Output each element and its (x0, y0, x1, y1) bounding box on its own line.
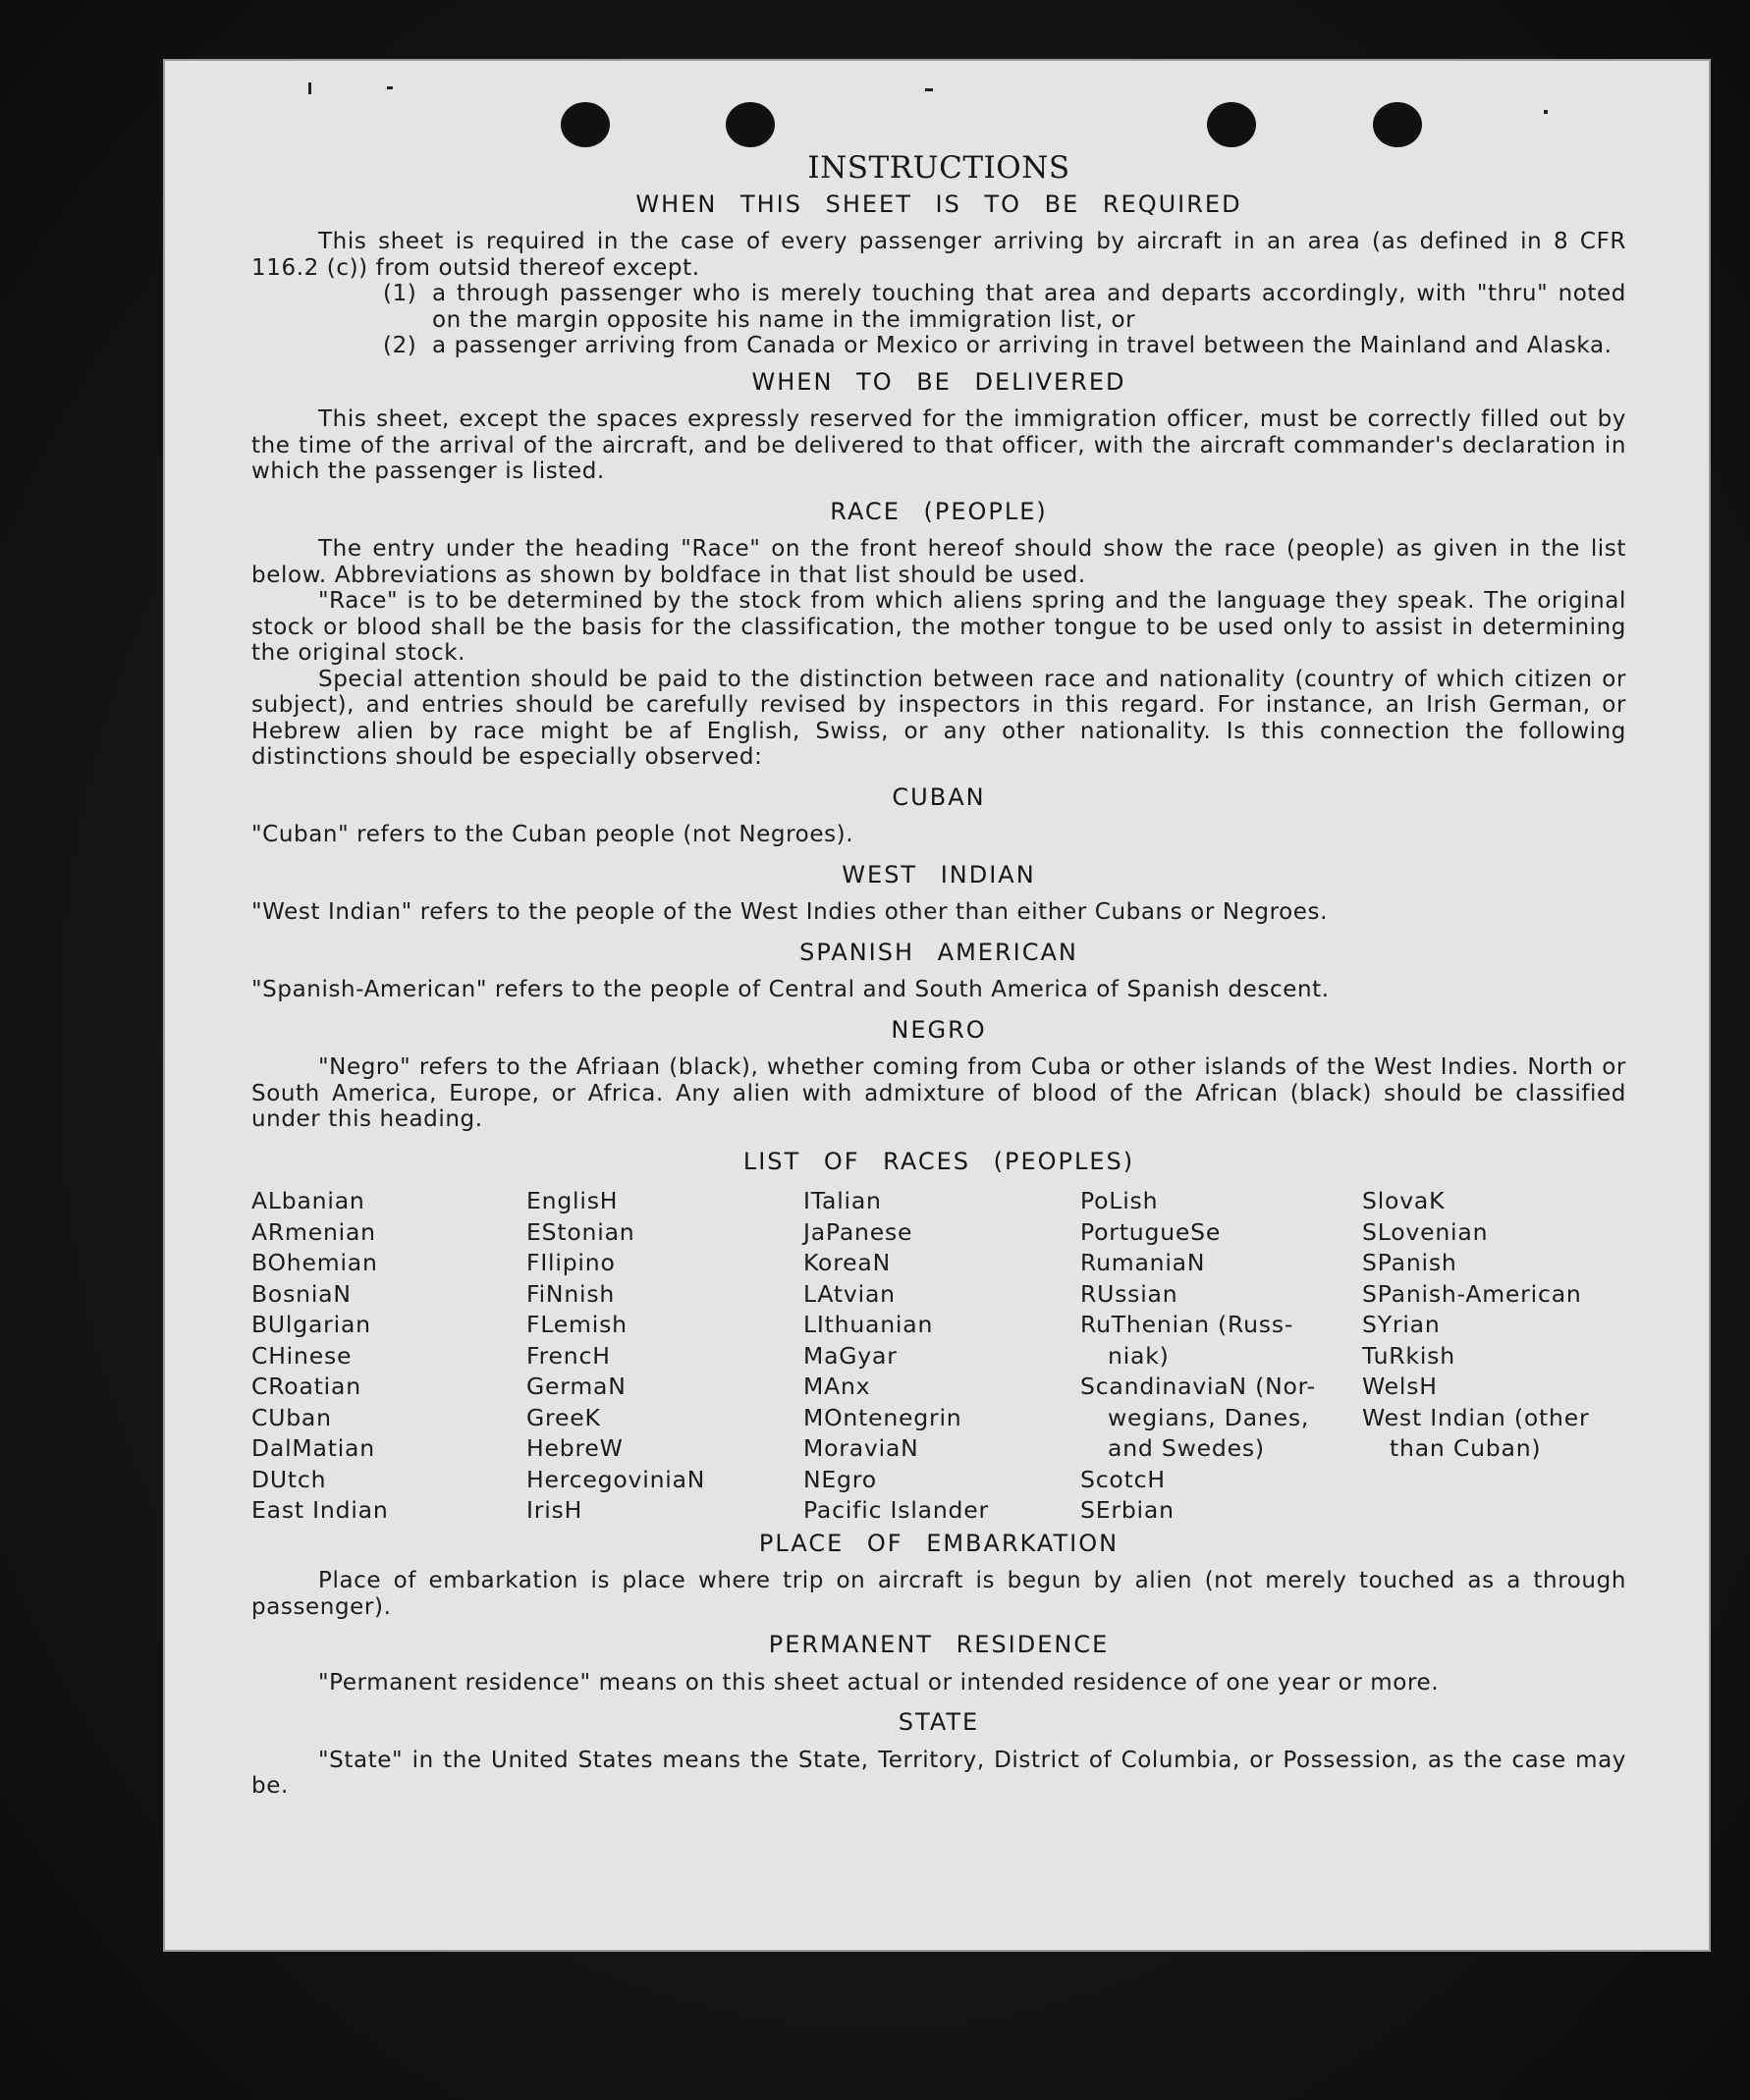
page-title: INSTRUCTIONS (807, 150, 1070, 186)
race-entry: SYrian (1362, 1311, 1441, 1338)
race-entry: MOntenegrin (803, 1403, 962, 1431)
race-entry-continuation: than Cuban) (1390, 1434, 1542, 1462)
race-entry: CHinese (251, 1341, 353, 1370)
race-entry: EStonian (526, 1217, 635, 1246)
race-entry: PortugueSe (1080, 1217, 1222, 1246)
race-entry: MoraviaN (803, 1434, 919, 1462)
race-entry: GreeK (526, 1403, 601, 1431)
cuban-text: "Cuban" refers to the Cuban people (not Negroes). (251, 822, 854, 847)
race-entry: RUssian (1080, 1279, 1178, 1308)
punch-hole (1207, 102, 1256, 147)
race-entry: East Indian (251, 1496, 389, 1524)
races-column-3 (803, 1186, 1080, 1527)
race-entry: West Indian (other (1362, 1403, 1590, 1431)
item-text: a passenger arriving from Canada or Mexico or arriving in travel between the Mainland and Alaska. (432, 333, 1613, 358)
punch-hole (726, 102, 775, 147)
heading-place-of-embarkation: PLACE OF EMBARKATION (758, 1529, 1120, 1557)
race-entry: FrencH (526, 1341, 611, 1370)
exception-list (383, 281, 1626, 359)
ink-mark (308, 82, 311, 94)
race-entry: DUtch (251, 1465, 327, 1493)
races-column-2 (526, 1186, 803, 1527)
race-paragraph-1: The entry under the heading "Race" on the front hereof should show the race (people) as given in the list below. Abbreviations as shown by boldface in that list should be used. (251, 536, 1626, 588)
races-column-5 (1362, 1186, 1626, 1527)
race-entry: ScandinaviaN (Nor- (1080, 1373, 1316, 1400)
negro-text: "Negro" refers to the Afriaan (black), whether coming from Cuba or other islands of the West Indies. North or South America, Europe, or Africa. Any alien with admixture of blood of the African (black) should be classified under this heading. (251, 1054, 1626, 1132)
race-entry: BUlgarian (251, 1311, 371, 1338)
race-entry: ITalian (803, 1187, 882, 1214)
race-entry: MaGyar (803, 1341, 898, 1370)
embarkation-text: Place of embarkation is place where trip on aircraft is begun by alien (not merely touched as a through passenger). (251, 1568, 1626, 1620)
heading-spanish-american: SPANISH AMERICAN (799, 938, 1078, 966)
race-entry-continuation: and Swedes) (1108, 1434, 1265, 1462)
race-entry: PoLish (1080, 1187, 1159, 1214)
exception-item (383, 281, 1626, 333)
race-entry: FiNnish (526, 1279, 616, 1308)
race-entry: CUban (251, 1403, 332, 1431)
race-entry-continuation: wegians, Danes, (1108, 1403, 1310, 1431)
race-entry: JaPanese (803, 1217, 913, 1246)
race-entry: NEgro (803, 1465, 877, 1493)
ink-mark (925, 88, 933, 91)
race-entry: IrisH (526, 1496, 583, 1524)
ink-mark (1544, 110, 1548, 114)
item-number: (2) (383, 333, 417, 358)
race-entry: SlovaK (1362, 1187, 1446, 1214)
when-delivered-text: This sheet, except the spaces expressly reserved for the immigration officer, must be correctly filled out by the time of the arrival of the aircraft, and be delivered to that officer, with the aircraft commander's declaration in which the passenger is listed. (251, 406, 1626, 484)
instructions-text (251, 150, 1626, 1800)
exception-item (383, 333, 1626, 359)
race-entry: RumaniaN (1080, 1249, 1206, 1276)
race-entry: BOhemian (251, 1249, 378, 1276)
residence-text: "Permanent residence" means on this sheet actual or intended residence of one year or more. (318, 1669, 1440, 1696)
punch-hole (561, 102, 610, 147)
race-entry: MAnx (803, 1373, 871, 1400)
races-column-1 (251, 1186, 526, 1527)
race-entry: FIlipino (526, 1249, 616, 1276)
race-entry: CRoatian (251, 1373, 361, 1400)
race-entry: GermaN (526, 1373, 627, 1400)
race-entry: HebreW (526, 1434, 624, 1462)
heading-state: STATE (898, 1708, 980, 1736)
races-column-4 (1080, 1186, 1362, 1527)
race-entry: SErbian (1080, 1496, 1175, 1524)
race-entry: SPanish (1362, 1249, 1457, 1276)
item-number: (1) (383, 281, 417, 306)
race-entry: BosniaN (251, 1279, 352, 1308)
race-entry: EnglisH (526, 1187, 619, 1214)
heading-when-delivered: WHEN TO BE DELIVERED (751, 367, 1126, 396)
state-text: "State" in the United States means the State, Territory, District of Columbia, or Possession, as the case may be. (251, 1747, 1626, 1799)
heading-west-indian: WEST INDIAN (842, 860, 1036, 888)
punch-hole (1373, 102, 1422, 147)
heading-permanent-residence: PERMANENT RESIDENCE (768, 1631, 1110, 1658)
race-entry: Pacific Islander (803, 1496, 989, 1524)
race-entry: WelsH (1362, 1373, 1438, 1400)
race-entry-continuation: niak) (1108, 1341, 1170, 1370)
race-entry: KoreaN (803, 1249, 892, 1276)
heading-negro: NEGRO (891, 1015, 987, 1044)
race-entry: DalMatian (251, 1434, 375, 1462)
heading-when-required: WHEN THIS SHEET IS TO BE REQUIRED (635, 189, 1242, 218)
race-entry: RuThenian (Russ- (1080, 1311, 1294, 1338)
heading-cuban: CUBAN (892, 782, 986, 811)
ink-mark (387, 86, 393, 89)
race-entry: SPanish-American (1362, 1279, 1582, 1308)
race-entry: SLovenian (1362, 1217, 1489, 1246)
race-paragraph-2: "Race" is to be determined by the stock from which aliens spring and the language they speak. The original stock or blood shall be the basis for the classification, the mother tongue to be used only to assist in determining the original stock. (251, 588, 1626, 666)
races-table (251, 1186, 1626, 1527)
race-entry: TuRkish (1362, 1341, 1455, 1370)
race-entry: LAtvian (803, 1279, 896, 1308)
race-paragraph-3: Special attention should be paid to the distinction between race and nationality (country of which citizen or subject), and entries should be carefully revised by inspectors in this regard. For instance, an Irish German, or Hebrew alien by race might be af English, Swiss, or any other nationality. Is this connection the following distinctions should be especially observed: (251, 666, 1626, 770)
spanish-american-text: "Spanish-American" refers to the people of Central and South America of Spanish descent. (251, 977, 1330, 1002)
heading-race: RACE (PEOPLE) (830, 497, 1048, 525)
race-entry: ALbanian (251, 1187, 365, 1214)
west-indian-text: "West Indian" refers to the people of the West Indies other than either Cubans or Negroes. (251, 899, 1329, 925)
race-entry: FLemish (526, 1311, 628, 1338)
item-text: a through passenger who is merely touching that area and departs accordingly, with "thru" noted on the margin opposite his name in the immigration list, or (432, 281, 1626, 333)
race-entry: HercegoviniaN (526, 1465, 706, 1493)
race-entry: ScotcH (1080, 1465, 1166, 1493)
heading-list-of-races: LIST OF RACES (PEOPLES) (742, 1147, 1135, 1175)
race-entry: LIthuanian (803, 1311, 934, 1338)
document-page (163, 59, 1711, 1952)
race-entry: ARmenian (251, 1217, 376, 1246)
when-required-intro: This sheet is required in the case of every passenger arriving by aircraft in an area (as defined in 8 CFR 116.2 (c)) from outsid thereof except. (251, 229, 1626, 281)
